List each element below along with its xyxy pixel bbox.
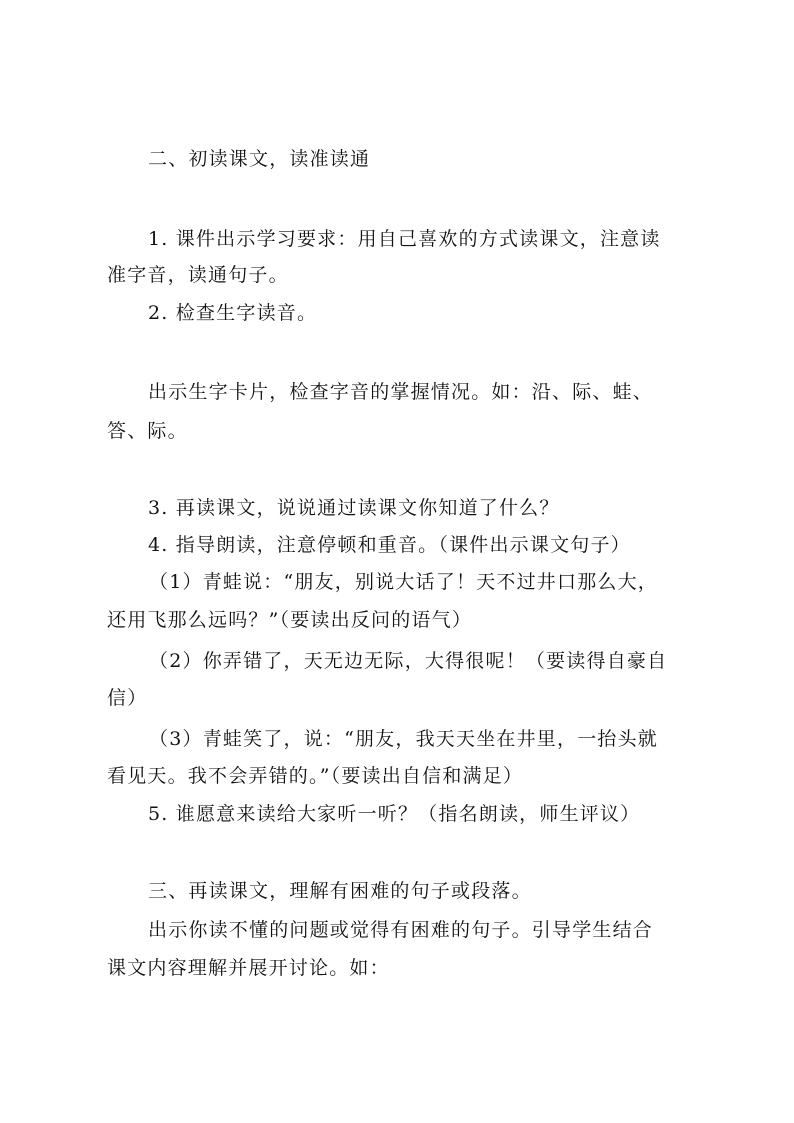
paragraph-line: 课文内容理解并展开讨论。如： bbox=[107, 957, 390, 979]
paragraph-line: 1. 课件出示学习要求：用自己喜欢的方式读课文，注意读 bbox=[148, 228, 661, 250]
paragraph-line: 出示生字卡片，检查字音的掌握情况。如：沿、际、蛙、 bbox=[148, 381, 654, 403]
paragraph-line: （3）青蛙笑了，说：“朋友，我天天坐在井里，一抬头就 bbox=[149, 728, 659, 750]
paragraph-line: 答、际。 bbox=[107, 420, 188, 442]
paragraph-line: 准字音，读通句子。 bbox=[107, 264, 289, 286]
paragraph-line: 5. 谁愿意来读给大家听一听？（指名朗读，师生评议） bbox=[148, 803, 641, 825]
paragraph-line: 看见天。我不会弄错的。”（要读出自信和满足） bbox=[107, 765, 524, 787]
section-heading-two: 二、初读课文，读准读通 bbox=[148, 148, 371, 170]
paragraph-line: （2）你弄错了，天无边无际，大得很呢！（要读得自豪自 bbox=[149, 650, 668, 672]
paragraph-line: （1）青蛙说：“朋友，别说大话了！天不过井口那么大， bbox=[149, 571, 659, 593]
paragraph-line: 3. 再读课文，说说通过读课文你知道了什么？ bbox=[148, 497, 560, 519]
paragraph-line: 信） bbox=[107, 687, 148, 709]
section-heading-three: 三、再读课文，理解有困难的句子或段落。 bbox=[148, 880, 532, 902]
paragraph-line: 还用飞那么远吗？”（要读出反问的语气） bbox=[107, 609, 473, 631]
paragraph-line: 4. 指导朗读，注意停顿和重音。（课件出示课文句子） bbox=[148, 534, 631, 556]
paragraph-line: 出示你读不懂的问题或觉得有困难的句子。引导学生结合 bbox=[148, 919, 654, 941]
paragraph-line: 2. 检查生字读音。 bbox=[148, 302, 318, 324]
